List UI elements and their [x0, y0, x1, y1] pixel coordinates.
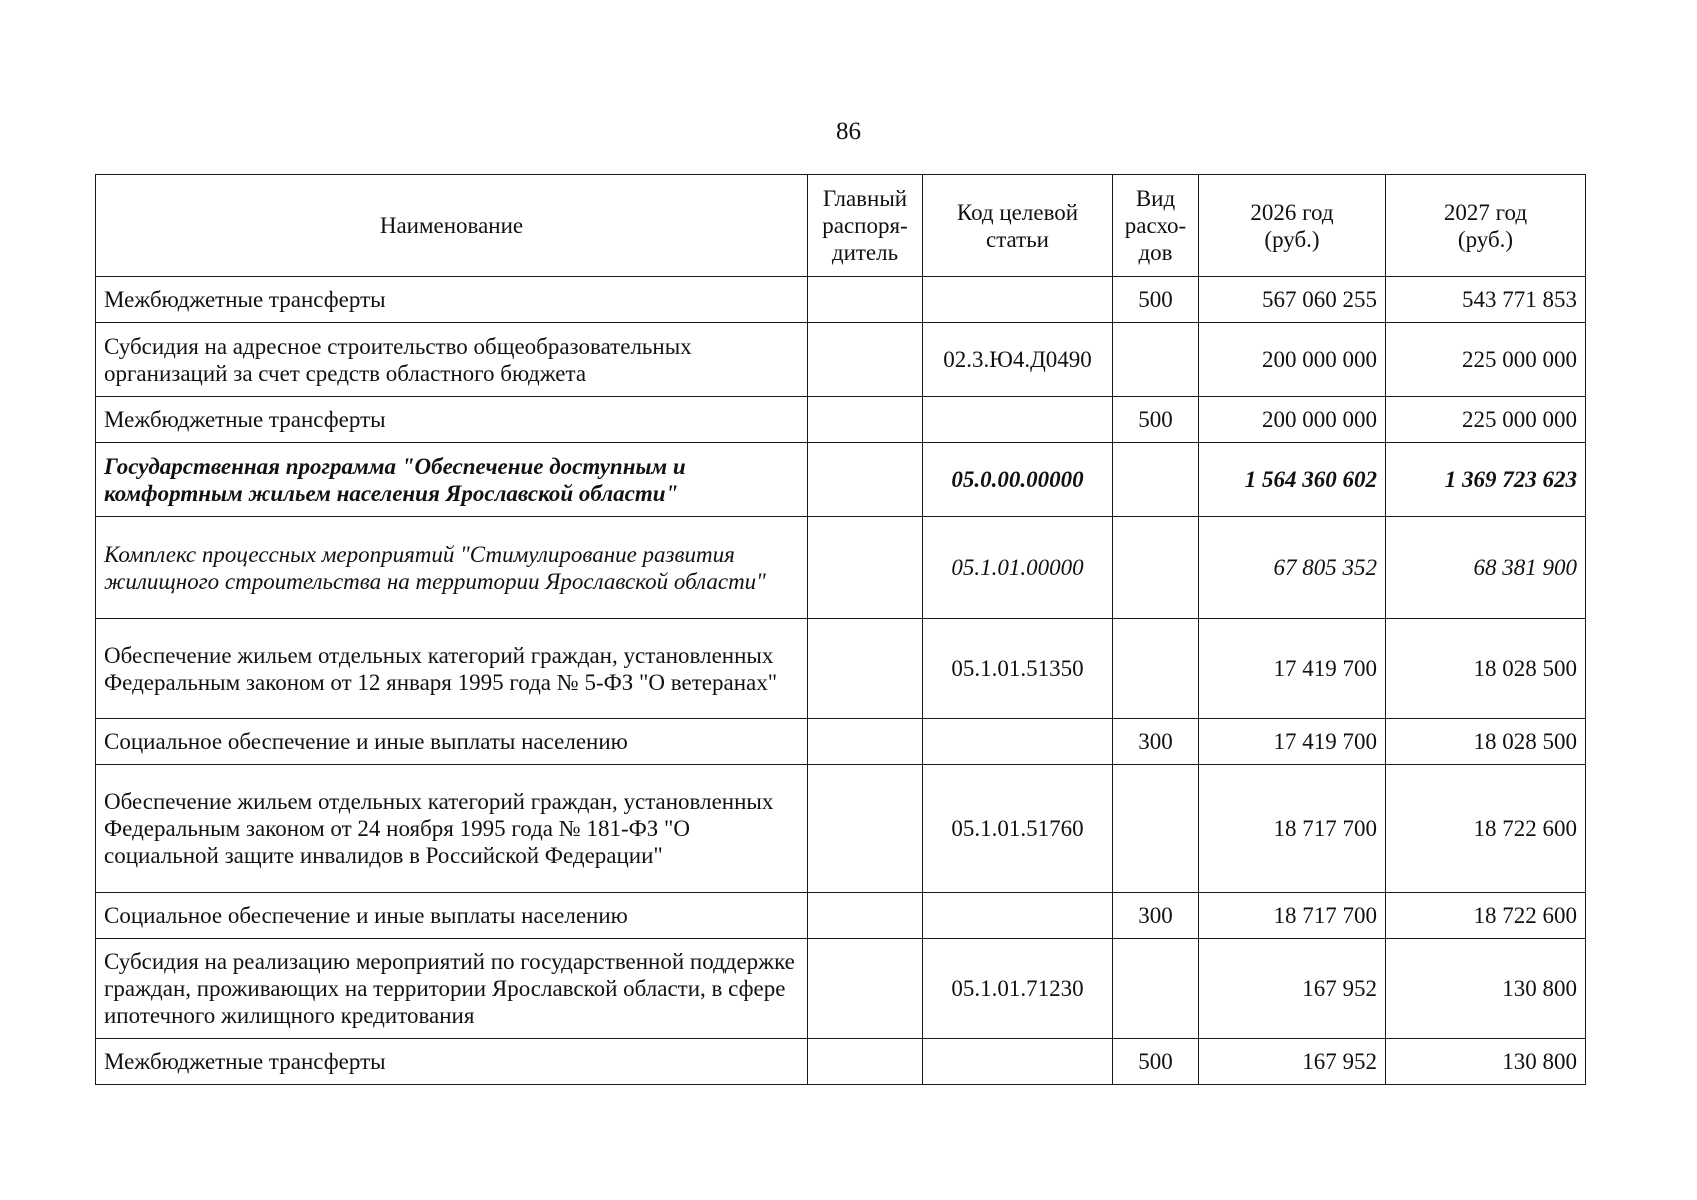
cell-kind: 500 [1113, 277, 1199, 323]
cell-kind [1113, 443, 1199, 517]
cell-manager [808, 443, 923, 517]
cell-name: Социальное обеспечение и иные выплаты населению [96, 719, 808, 765]
cell-2026: 200 000 000 [1199, 323, 1386, 397]
cell-2027: 68 381 900 [1386, 517, 1586, 619]
cell-kind [1113, 939, 1199, 1039]
cell-2027: 1 369 723 623 [1386, 443, 1586, 517]
header-2027: 2027 год (руб.) [1386, 175, 1586, 277]
cell-2027: 18 028 500 [1386, 719, 1586, 765]
cell-name: Обеспечение жильем отдельных категорий граждан, установленных Федеральным законом от 24 ноября 1995 года № 181-ФЗ "О социальной защите инвалидов в Российской Федерации" [96, 765, 808, 893]
cell-kind [1113, 765, 1199, 893]
cell-manager [808, 765, 923, 893]
table-row [96, 939, 1586, 1039]
cell-kind [1113, 323, 1199, 397]
cell-code: 05.0.00.00000 [923, 443, 1113, 517]
cell-2026: 18 717 700 [1199, 765, 1386, 893]
cell-manager [808, 277, 923, 323]
cell-code: 05.1.01.00000 [923, 517, 1113, 619]
cell-code [923, 397, 1113, 443]
page-number: 86 [836, 118, 861, 145]
table-row [96, 443, 1586, 517]
budget-table [95, 174, 1586, 1085]
table-body [96, 277, 1586, 1085]
cell-manager [808, 939, 923, 1039]
cell-code [923, 1039, 1113, 1085]
cell-name: Субсидия на реализацию мероприятий по государственной поддержке граждан, проживающих на территории Ярославской области, в сфере ипотечного жилищного кредитования [96, 939, 808, 1039]
table-row [96, 277, 1586, 323]
cell-code: 05.1.01.51350 [923, 619, 1113, 719]
cell-2026: 200 000 000 [1199, 397, 1386, 443]
table-row [96, 397, 1586, 443]
cell-code: 05.1.01.51760 [923, 765, 1113, 893]
cell-kind: 500 [1113, 1039, 1199, 1085]
cell-name: Комплекс процессных мероприятий "Стимулирование развития жилищного строительства на территории Ярославской области" [96, 517, 808, 619]
cell-2026: 18 717 700 [1199, 893, 1386, 939]
cell-kind [1113, 517, 1199, 619]
cell-2027: 18 028 500 [1386, 619, 1586, 719]
cell-code: 05.1.01.71230 [923, 939, 1113, 1039]
cell-2027: 130 800 [1386, 1039, 1586, 1085]
cell-manager [808, 719, 923, 765]
cell-name: Межбюджетные трансферты [96, 277, 808, 323]
cell-code: 02.3.Ю4.Д0490 [923, 323, 1113, 397]
cell-kind [1113, 619, 1199, 719]
cell-code [923, 893, 1113, 939]
header-row [96, 175, 1586, 277]
cell-2027: 225 000 000 [1386, 323, 1586, 397]
table-row [96, 1039, 1586, 1085]
cell-name: Межбюджетные трансферты [96, 397, 808, 443]
cell-2026: 1 564 360 602 [1199, 443, 1386, 517]
cell-manager [808, 619, 923, 719]
table-row [96, 323, 1586, 397]
table-row [96, 619, 1586, 719]
cell-name: Социальное обеспечение и иные выплаты населению [96, 893, 808, 939]
cell-2027: 18 722 600 [1386, 765, 1586, 893]
cell-code [923, 719, 1113, 765]
cell-2026: 167 952 [1199, 939, 1386, 1039]
cell-kind: 500 [1113, 397, 1199, 443]
header-kind: Вид расхо- дов [1113, 175, 1199, 277]
table-row [96, 719, 1586, 765]
cell-manager [808, 1039, 923, 1085]
cell-2027: 130 800 [1386, 939, 1586, 1039]
cell-2027: 543 771 853 [1386, 277, 1586, 323]
header-code: Код целевой статьи [923, 175, 1113, 277]
cell-2026: 567 060 255 [1199, 277, 1386, 323]
cell-2027: 18 722 600 [1386, 893, 1586, 939]
cell-manager [808, 323, 923, 397]
cell-2026: 17 419 700 [1199, 619, 1386, 719]
table-header [96, 175, 1586, 277]
cell-name: Субсидия на адресное строительство общеобразовательных организаций за счет средств областного бюджета [96, 323, 808, 397]
cell-name: Межбюджетные трансферты [96, 1039, 808, 1085]
cell-name: Государственная программа "Обеспечение доступным и комфортным жильем населения Ярославской области" [96, 443, 808, 517]
cell-manager [808, 397, 923, 443]
table-row [96, 893, 1586, 939]
cell-name: Обеспечение жильем отдельных категорий граждан, установленных Федеральным законом от 12 января 1995 года № 5-ФЗ "О ветеранах" [96, 619, 808, 719]
cell-manager [808, 517, 923, 619]
header-2026: 2026 год (руб.) [1199, 175, 1386, 277]
cell-kind: 300 [1113, 719, 1199, 765]
cell-manager [808, 893, 923, 939]
cell-code [923, 277, 1113, 323]
table-row [96, 765, 1586, 893]
cell-2026: 167 952 [1199, 1039, 1386, 1085]
cell-kind: 300 [1113, 893, 1199, 939]
cell-2026: 17 419 700 [1199, 719, 1386, 765]
table-row [96, 517, 1586, 619]
header-manager: Главный распоря- дитель [808, 175, 923, 277]
cell-2027: 225 000 000 [1386, 397, 1586, 443]
cell-2026: 67 805 352 [1199, 517, 1386, 619]
header-name: Наименование [96, 175, 808, 277]
